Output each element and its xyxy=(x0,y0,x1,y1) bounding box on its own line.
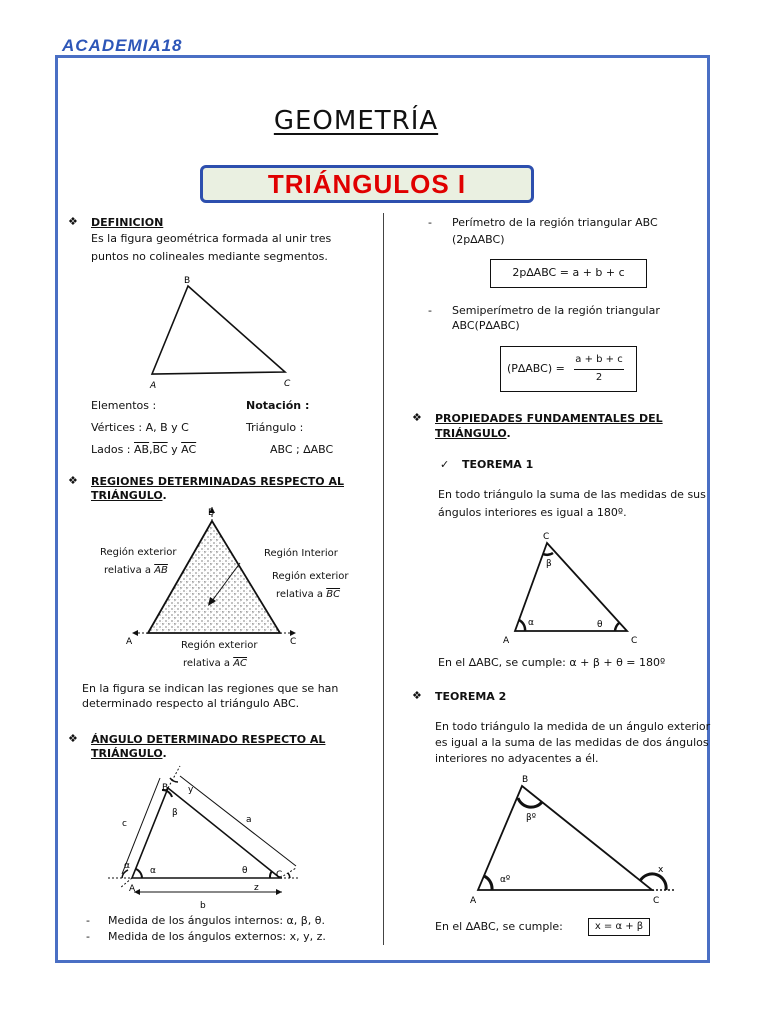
teorema1-text-2: ángulos interiores es igual a 180º. xyxy=(438,506,627,519)
svg-text:C: C xyxy=(276,870,283,880)
teorema2-text-3: interiores no adyacentes a él. xyxy=(435,752,599,765)
notacion-label: Notación : xyxy=(246,399,310,412)
svg-text:A: A xyxy=(126,637,133,647)
svg-text:C: C xyxy=(543,532,550,542)
svg-text:θ: θ xyxy=(242,866,248,876)
diamond-bullet-icon: ❖ xyxy=(68,732,78,745)
dash-bullet: - xyxy=(86,914,90,927)
definicion-heading: DEFINICION xyxy=(91,216,164,229)
svg-text:c: c xyxy=(122,819,127,829)
unit-title-banner: TRIÁNGULOS I xyxy=(200,165,534,203)
svg-text:A: A xyxy=(150,381,157,391)
teorema2-heading: TEOREMA 2 xyxy=(435,690,507,703)
region-interior: Región Interior xyxy=(264,548,338,559)
svg-text:B: B xyxy=(522,775,529,785)
svg-text:C: C xyxy=(284,379,291,389)
notation-value: ABC ; ∆ABC xyxy=(270,443,334,456)
definicion-text-1: Es la figura geométrica formada al unir tres xyxy=(91,232,332,245)
svg-text:α: α xyxy=(124,861,130,871)
angulo-heading-2: TRIÁNGULO. xyxy=(91,747,167,760)
regiones-para-1: En la figura se indican las regiones que se han xyxy=(82,682,339,695)
elementos-label: Elementos : xyxy=(91,399,157,412)
definition-triangle-figure xyxy=(140,272,310,394)
diamond-bullet-icon: ❖ xyxy=(68,215,78,228)
column-divider xyxy=(383,213,384,945)
angulos-internos-item: Medida de los ángulos internos: α, β, θ. xyxy=(108,914,326,927)
svg-text:θ: θ xyxy=(597,620,603,630)
regiones-heading-1: REGIONES DETERMINADAS RESPECTO AL xyxy=(91,475,344,488)
svg-text:α: α xyxy=(150,866,156,876)
propiedades-heading-1: PROPIEDADES FUNDAMENTALES DEL xyxy=(435,412,663,425)
fraction-numerator: a + b + c xyxy=(575,354,623,365)
region-ext-ac-1: Región exterior xyxy=(181,640,258,651)
teorema2-text-1: En todo triángulo la medida de un ángulo exterior xyxy=(435,720,711,733)
svg-text:A: A xyxy=(129,884,136,894)
svg-text:a: a xyxy=(246,815,252,825)
region-ext-ab-2: relativa a $\overline{AB}$ xyxy=(104,565,168,576)
svg-text:α: α xyxy=(528,618,534,628)
teorema2-triangle-figure xyxy=(462,772,682,912)
teorema1-heading: TEOREMA 1 xyxy=(462,458,534,471)
teorema1-triangle-figure xyxy=(495,527,645,649)
semiperimetro-lhs: (P∆ABC) = xyxy=(507,362,565,375)
dash-bullet: - xyxy=(428,216,432,229)
teorema2-result: En el ∆ABC, se cumple: xyxy=(435,920,563,933)
svg-text:A: A xyxy=(470,896,477,906)
diamond-bullet-icon: ❖ xyxy=(412,411,422,424)
page-title: GEOMETRÍA xyxy=(273,106,439,136)
svg-text:z: z xyxy=(254,883,259,893)
diamond-bullet-icon: ❖ xyxy=(412,689,422,702)
teorema1-result: En el ∆ABC, se cumple: α + β + θ = 180º xyxy=(438,656,666,669)
perimetro-text-2: (2p∆ABC) xyxy=(452,233,505,246)
svg-text:A: A xyxy=(503,636,510,646)
semiperimetro-text-1: Semiperímetro de la región triangular xyxy=(452,304,660,317)
dash-bullet: - xyxy=(86,930,90,943)
svg-text:βº: βº xyxy=(526,813,536,823)
teorema1-text-1: En todo triángulo la suma de las medidas de sus xyxy=(438,488,706,501)
regiones-heading-2: TRIÁNGULO. xyxy=(91,489,167,502)
region-ext-bc-1: Región exterior xyxy=(272,571,349,582)
fraction-bar xyxy=(574,369,624,370)
svg-text:x: x xyxy=(658,865,664,875)
svg-text:y: y xyxy=(188,785,194,795)
regiones-para-2: determinado respecto al triángulo ABC. xyxy=(82,697,300,710)
semiperimetro-formula-box xyxy=(500,346,637,392)
brand-logo: ACADEMIA18 xyxy=(62,36,183,55)
triangulo-label: Triángulo : xyxy=(246,421,304,434)
semiperimetro-text-2: ABC(P∆ABC) xyxy=(452,319,520,332)
perimetro-formula-box: 2p∆ABC = a + b + c xyxy=(490,259,647,288)
svg-text:C: C xyxy=(290,637,297,647)
svg-text:B: B xyxy=(184,276,191,286)
lados-text: Lados : $\overline{AB},\overline{BC}$ y $\overline{AC}$ xyxy=(91,443,197,456)
region-ext-ab-1: Región exterior xyxy=(100,547,177,558)
check-icon: ✓ xyxy=(440,458,450,471)
teorema2-formula-box: x = α + β xyxy=(588,918,650,936)
svg-text:b: b xyxy=(200,901,206,910)
dash-bullet: - xyxy=(428,304,432,317)
diamond-bullet-icon: ❖ xyxy=(68,474,78,487)
svg-text:B: B xyxy=(208,508,215,518)
teorema2-text-2: es igual a la suma de las medidas de dos ángulos xyxy=(435,736,709,749)
angulo-heading-1: ÁNGULO DETERMINADO RESPECTO AL xyxy=(91,733,326,746)
svg-text:B: B xyxy=(162,783,169,793)
angulos-externos-item: Medida de los ángulos externos: x, y, z. xyxy=(108,930,326,943)
svg-text:C: C xyxy=(653,896,660,906)
vertices-text: Vértices : A, B y C xyxy=(91,421,189,434)
svg-text:β: β xyxy=(546,559,552,569)
propiedades-heading-2: TRIÁNGULO. xyxy=(435,427,511,440)
perimetro-text-1: Perímetro de la región triangular ABC xyxy=(452,216,658,229)
region-ext-bc-2: relativa a $\overline{BC}$ xyxy=(276,589,341,600)
region-ext-ac-2: relativa a $\overline{AC}$ xyxy=(183,658,248,669)
svg-text:αº: αº xyxy=(500,875,511,885)
svg-text:C: C xyxy=(631,636,638,646)
definicion-text-2: puntos no colineales mediante segmentos. xyxy=(91,250,328,263)
svg-text:β: β xyxy=(172,808,178,818)
exterior-angles-figure xyxy=(100,760,315,910)
fraction-denominator: 2 xyxy=(595,372,603,383)
